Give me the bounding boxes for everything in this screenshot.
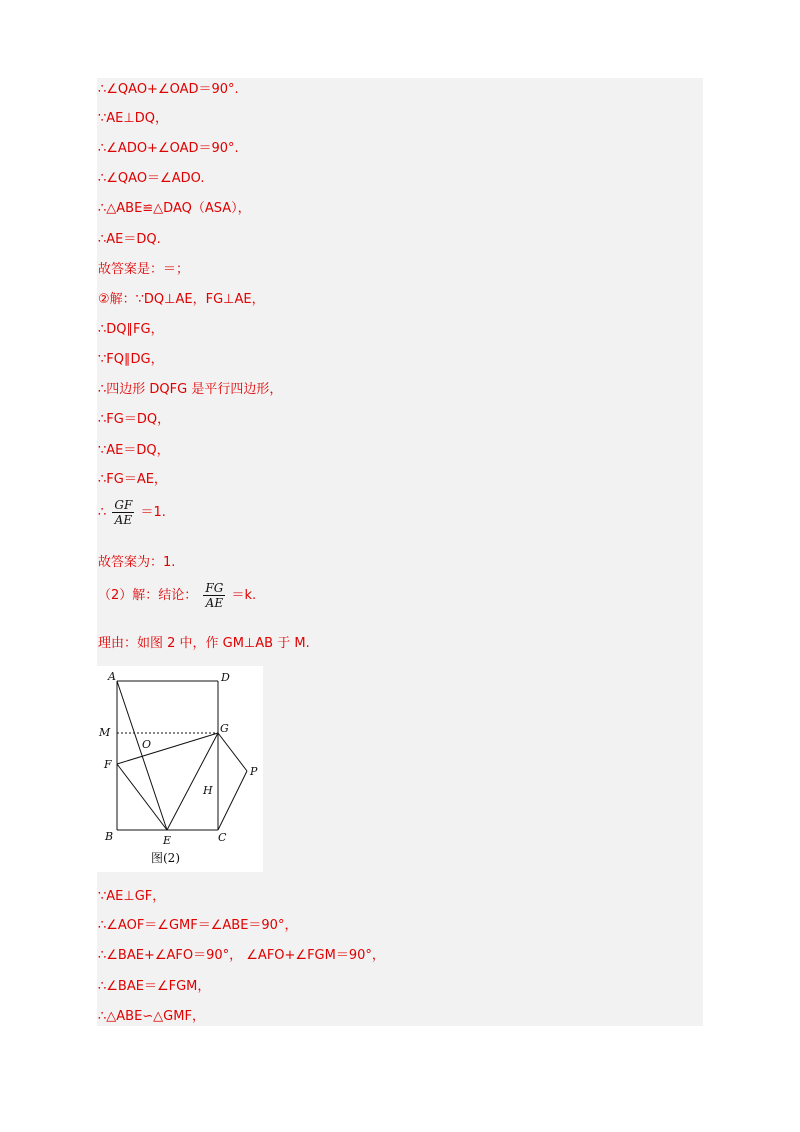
ratio-suffix: ＝1. [140,505,166,520]
part2-prefix: （2）解：结论： [98,588,198,603]
ratio-fraction [112,498,134,527]
proof-line-14: ∴FG＝AE， [98,472,167,487]
proof-line-12: ∴FG＝DQ， [98,412,171,427]
proof-line-13: ∵AE＝DQ， [98,443,170,458]
part2-line [98,581,256,610]
part2-numerator: FG [205,581,224,595]
proof-line-10: ∵FQ∥DG， [98,352,164,367]
proof2-line-4: ∴∠BAE＝∠FGM， [98,979,211,994]
segment-FG [117,733,218,764]
document-panel [97,78,703,1026]
proof2-line-5: ∴△ABE∽△GMF， [98,1009,205,1024]
segment-AE [117,681,167,830]
label-A: A [108,670,116,683]
label-E: E [163,834,172,847]
segment-PC [218,771,247,830]
label-P: P [250,765,258,778]
proof-line-11: ∴四边形 DQFG 是平行四边形， [98,382,283,397]
label-F: F [104,758,112,771]
proof-line-9: ∴DQ∥FG， [98,322,164,337]
proof-line-6: ∴AE＝DQ. [98,232,161,247]
proof-line-4: ∴∠QAO＝∠ADO. [98,171,205,186]
segment-EG [167,733,218,830]
label-H: H [203,784,213,797]
label-B: B [105,830,114,843]
part2-fraction [203,581,225,610]
ratio-numerator: GF [114,498,133,512]
proof-line-1: ∴∠QAO+∠OAD＝90°. [98,82,239,97]
ratio-denominator: AE [112,512,134,527]
reason-line: 理由：如图 2 中，作 GM⊥AB 于 M. [98,636,310,651]
label-D: D [221,671,230,684]
ratio-line [98,498,166,527]
segment-FE [117,764,167,830]
geometry-figure-svg [97,666,263,872]
ratio-prefix: ∴ [98,505,107,520]
proof-line-5: ∴△ABE≌△DAQ（ASA）， [98,201,251,216]
figure-caption: 图(2) [151,851,180,865]
proof-line-3: ∴∠ADO+∠OAD＝90°. [98,141,239,156]
label-M: M [99,726,111,739]
proof2-line-2: ∴∠AOF＝∠GMF＝∠ABE＝90°， [98,918,298,933]
proof-line-2: ∵AE⊥DQ， [98,111,168,126]
proof-line-7: 故答案是：＝； [98,262,190,277]
geometry-figure [97,666,263,872]
answer-line: 故答案为：1. [98,555,176,570]
part2-suffix: ＝k. [231,588,257,603]
proof2-line-3: ∴∠BAE+∠AFO＝90°， ∠AFO+∠FGM＝90°， [98,948,385,963]
label-O: O [142,738,152,751]
part2-denominator: AE [203,595,225,610]
proof2-line-1: ∵AE⊥GF， [98,889,166,904]
segment-GP [218,733,247,771]
label-G: G [220,722,229,735]
label-C: C [218,831,227,844]
proof-line-8: ②解：∵DQ⊥AE，FG⊥AE， [98,292,265,307]
